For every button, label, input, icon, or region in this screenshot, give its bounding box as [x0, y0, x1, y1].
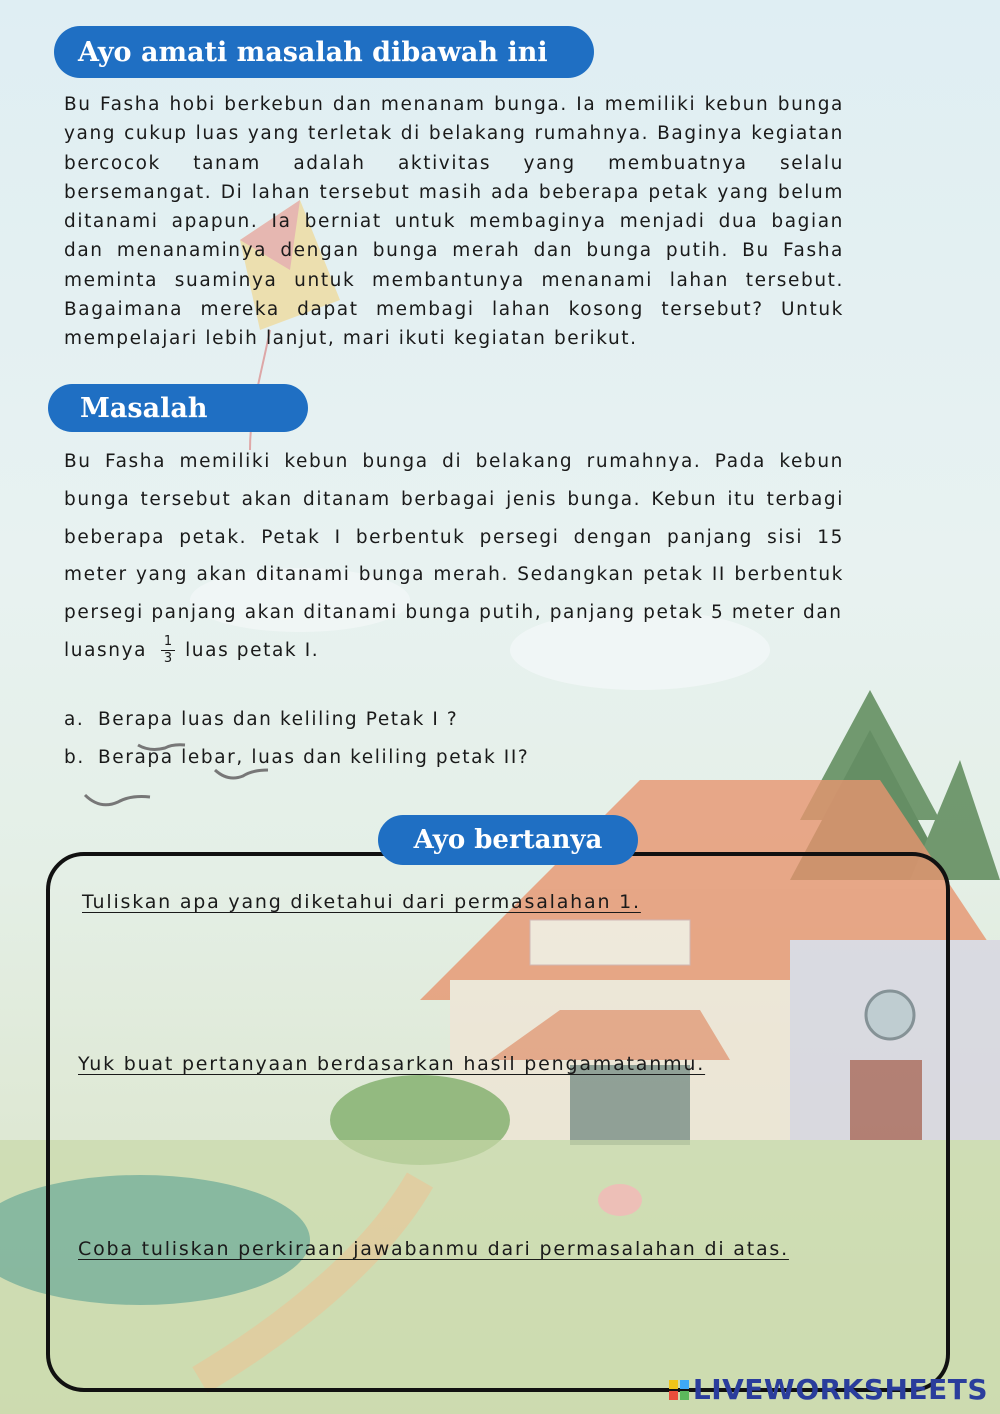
question-item [64, 709, 458, 730]
section-header-problem-label: Masalah [80, 392, 208, 424]
liveworksheets-logo-icon [669, 1380, 689, 1400]
problem-last-suffix: luas petak I. [185, 639, 320, 661]
question-text: Berapa luas dan keliling Petak I ? [98, 709, 459, 730]
section-header-observe-label: Ayo amati masalah dibawah ini [78, 36, 548, 68]
fraction-denominator: 3 [163, 651, 173, 667]
answer-box [46, 852, 950, 1392]
problem-text: Bu Fasha memiliki kebun bunga di belakang rumahnya. Pada kebun bunga tersebut akan ditanam berbagai jenis bunga. Kebun itu terbagi beberapa petak. Petak I berbentuk persegi dengan panjang sisi 15 meter yang akan ditanami bunga merah. Sedangkan petak II berbentuk persegi panjang akan ditanami bunga putih, panjang petak 5 meter dan [64, 451, 844, 624]
liveworksheets-watermark [669, 1373, 988, 1406]
section-header-problem [48, 384, 308, 432]
problem-last-line [64, 632, 844, 670]
question-label: b. [64, 747, 85, 768]
question-text: Berapa lebar, luas dan keliling petak II? [98, 747, 530, 768]
intro-paragraph: Bu Fasha hobi berkebun dan menanam bunga. Ia memiliki kebun bunga yang cukup luas yang terletak di belakang rumahnya. Baginya kegiatan bercocok tanam adalah aktivitas yang membuatnya selalu bersemangat. Di lahan tersebut masih ada beberapa petak yang belum ditanami apapun. Ia berniat untuk membaginya menjadi dua bagian dan menanaminya dengan bunga merah dan bunga putih. Bu Fasha meminta suaminya untuk membantunya menanami lahan tersebut. Bagaimana mereka dapat membagi lahan kosong tersebut? Untuk mempelajari lebih lanjut, mari ikuti kegiatan berikut. [64, 94, 844, 350]
fraction [161, 635, 175, 666]
fraction-numerator: 1 [163, 634, 173, 650]
prompt-known-facts[interactable]: Tuliskan apa yang diketahui dari permasalahan 1. [82, 891, 641, 913]
problem-last-prefix: luasnya [64, 639, 148, 661]
question-label: a. [64, 709, 85, 730]
prompt-make-question[interactable]: Yuk buat pertanyaan berdasarkan hasil pengamatanmu. [78, 1053, 706, 1075]
section-header-ask [378, 815, 638, 865]
problem-paragraph [64, 443, 844, 670]
prompt-estimate-answer[interactable]: Coba tuliskan perkiraan jawabanmu dari permasalahan di atas. [78, 1238, 789, 1260]
section-header-ask-label: Ayo bertanya [413, 825, 603, 855]
section-header-observe [54, 26, 594, 78]
watermark-text: LIVEWORKSHEETS [692, 1373, 988, 1406]
question-item [64, 747, 529, 768]
